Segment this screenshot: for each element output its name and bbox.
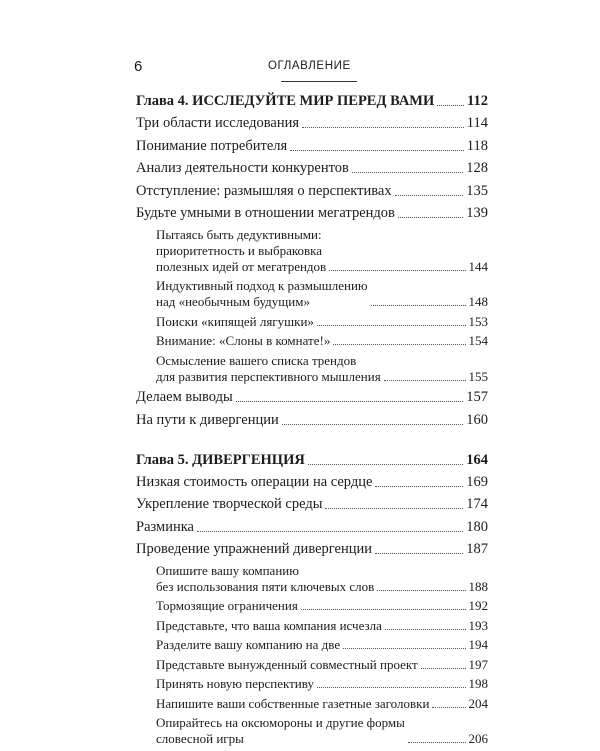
toc-entry: [156, 715, 488, 747]
toc-entry-title: Опирайтесь на оксюмороны и другие формы словесной игры: [156, 715, 405, 746]
dot-leader: [290, 150, 464, 151]
toc-entry: [136, 159, 488, 177]
toc-entry-page: 157: [466, 389, 488, 405]
toc-entry: [156, 618, 488, 634]
toc-chapter-entry: [136, 92, 488, 110]
toc-entry-title: Тормозящие ограничения: [156, 598, 298, 613]
toc-chapter-entry: [136, 451, 488, 469]
toc-entry: [156, 598, 488, 614]
toc-entry: [156, 657, 488, 673]
toc-entry-page: 193: [468, 617, 488, 633]
toc-entry-page: 112: [467, 93, 488, 109]
dot-leader: [301, 609, 466, 610]
toc-entry: [156, 637, 488, 653]
toc-entry-title: Пытаясь быть дедуктивными: приоритетность и выбраковка полезных идей от мегатрендов: [156, 226, 327, 274]
toc-entry-page: 180: [466, 518, 488, 535]
toc-entry-title: Осмысление вашего списка трендов для развития перспективного мышления: [156, 352, 381, 384]
toc-entry: [156, 563, 488, 595]
dot-leader: [421, 668, 466, 669]
toc-entry: [136, 495, 488, 513]
dot-leader: [385, 629, 466, 630]
toc-entry-title: Низкая стоимость операции на сердце: [136, 473, 373, 490]
toc-entry: [136, 388, 488, 406]
dot-leader: [384, 380, 466, 381]
toc-entry: [136, 411, 488, 429]
toc-entry: [156, 333, 488, 349]
dot-leader: [308, 464, 463, 465]
toc-entry: [136, 182, 488, 200]
toc-entry-page: 153: [468, 313, 488, 329]
toc-entry: [136, 114, 488, 132]
toc-entry-page: 155: [468, 368, 488, 384]
toc-entry-page: 160: [466, 411, 488, 428]
toc-entry-title: Поиски «кипящей лягушки»: [156, 313, 314, 329]
dot-leader: [343, 648, 465, 649]
toc-entry-title: Представьте, что ваша компания исчезла: [156, 617, 382, 633]
dot-leader: [375, 486, 463, 487]
toc-entry-title: На пути к дивергенции: [136, 411, 279, 428]
toc-entry-title: Будьте умными в отношении мегатрендов: [136, 205, 395, 221]
dot-leader: [395, 195, 464, 196]
toc-entry-page: 118: [466, 137, 488, 154]
toc-entry-title: Опишите вашу компанию без использования пяти ключевых слов: [156, 562, 375, 594]
dot-leader: [432, 707, 465, 708]
toc-entry-page: 174: [466, 496, 488, 512]
toc-entry-page: 128: [466, 160, 488, 176]
dot-leader: [317, 325, 466, 326]
toc-entry-page: 206: [468, 731, 488, 746]
toc-entry: [136, 137, 488, 155]
toc-entry-page: 164: [466, 451, 488, 468]
toc-entry-page: 204: [468, 695, 488, 711]
toc-entry: [156, 314, 488, 330]
dot-leader: [375, 553, 463, 554]
toc-entry-page: 169: [466, 473, 488, 490]
toc-entry-title: Глава 5. ДИВЕРГЕНЦИЯ: [136, 451, 305, 468]
toc-entry-title: Индуктивный подход к размышлению над «необычным будущим»: [156, 278, 368, 309]
toc-entry-title: Делаем выводы: [136, 389, 233, 405]
dot-leader: [333, 344, 465, 345]
toc-entry-title: Укрепление творческой среды: [136, 496, 323, 512]
toc-entry: [156, 676, 488, 692]
dot-leader: [437, 105, 464, 106]
toc-entry-page: 197: [468, 656, 488, 672]
dot-leader: [317, 687, 466, 688]
toc-entry: [136, 540, 488, 558]
toc-entry-title: Разделите вашу компанию на две: [156, 637, 341, 652]
dot-leader: [371, 305, 466, 306]
table-of-contents: [136, 92, 488, 751]
dot-leader: [282, 424, 464, 425]
dot-leader: [377, 590, 465, 591]
toc-entry: [156, 227, 488, 275]
dot-leader: [302, 127, 464, 128]
toc-entry-page: 144: [468, 258, 488, 274]
toc-entry: [156, 353, 488, 385]
dot-leader: [197, 531, 463, 532]
toc-entry-title: Отступление: размышляя о перспективах: [136, 182, 392, 199]
toc-entry-page: 192: [468, 598, 488, 613]
toc-entry-title: Понимание потребителя: [136, 137, 288, 154]
dot-leader: [236, 401, 464, 402]
toc-entry-title: Три области исследования: [136, 115, 300, 131]
toc-entry-page: 135: [466, 182, 488, 199]
toc-entry-title: Напишите ваши собственные газетные заголовки: [156, 695, 430, 711]
toc-entry-title: Принять новую перспективу: [156, 676, 314, 691]
toc-entry-title: Представьте вынужденный совместный проект: [156, 656, 418, 672]
toc-entry-title: Проведение упражнений дивергенции: [136, 541, 373, 557]
toc-entry-title: Глава 4. ИССЛЕДУЙТЕ МИР ПЕРЕД ВАМИ: [136, 93, 435, 109]
toc-entry-title: Анализ деятельности конкурентов: [136, 160, 349, 176]
header-rule: [281, 81, 357, 82]
dot-leader: [329, 270, 465, 271]
toc-entry: [136, 473, 488, 491]
toc-entry-page: 188: [468, 578, 488, 594]
dot-leader: [352, 172, 463, 173]
toc-entry: [156, 696, 488, 712]
toc-entry-page: 154: [468, 333, 488, 348]
toc-entry-page: 148: [468, 294, 488, 309]
running-title: ОГЛАВЛЕНИЕ: [268, 60, 351, 72]
toc-entry-page: 114: [466, 115, 488, 131]
toc-entry-title: Разминка: [136, 518, 194, 535]
dot-leader: [325, 508, 463, 509]
toc-entry: [136, 204, 488, 222]
toc-entry: [156, 278, 488, 310]
toc-entry-page: 198: [468, 676, 488, 691]
page-number: 6: [134, 58, 143, 75]
toc-entry: [136, 518, 488, 536]
toc-entry-page: 187: [466, 541, 488, 557]
toc-entry-page: 194: [468, 637, 488, 652]
dot-leader: [398, 217, 463, 218]
toc-entry-page: 139: [466, 205, 488, 221]
dot-leader: [408, 742, 466, 743]
toc-entry-title: Внимание: «Слоны в комнате!»: [156, 333, 331, 348]
